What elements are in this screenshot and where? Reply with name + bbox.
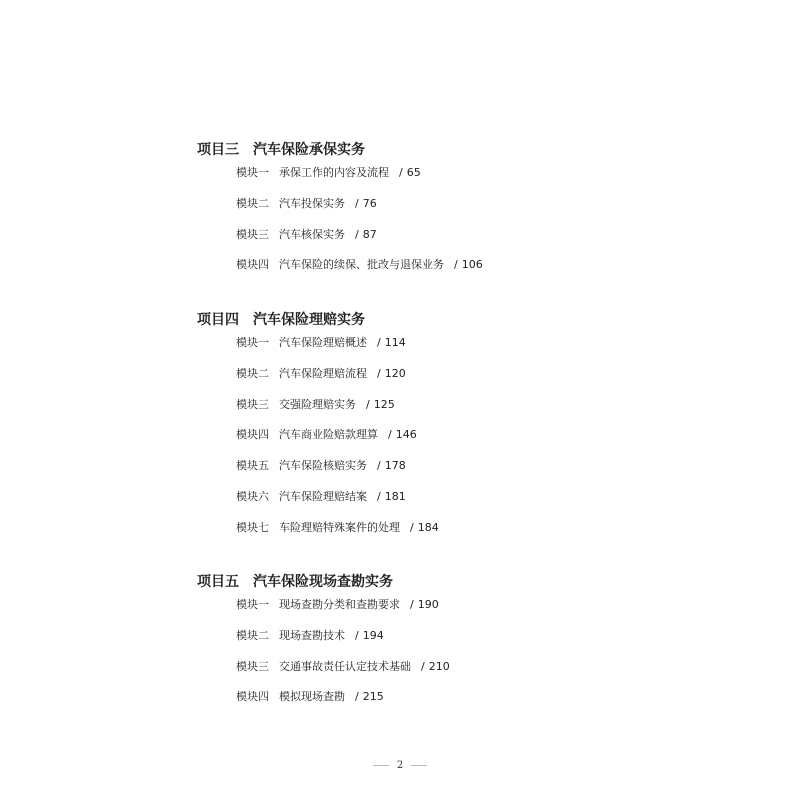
project-title: 汽车保险理赔实务 bbox=[253, 312, 365, 328]
page-ref: 76 bbox=[362, 196, 377, 210]
module-title: 车险理赔特殊案件的处理 bbox=[279, 520, 400, 534]
separator: / bbox=[377, 489, 381, 503]
page-ref: 210 bbox=[428, 659, 450, 673]
toc-section-project-4 bbox=[197, 309, 757, 552]
module-number: 模块四 bbox=[236, 258, 269, 272]
toc-entry bbox=[236, 166, 796, 197]
module-title: 现场查勘分类和查勘要求 bbox=[279, 598, 400, 611]
module-title: 承保工作的内容及流程 bbox=[279, 166, 389, 179]
module-title: 汽车保险理赔流程 bbox=[279, 366, 367, 380]
toc-entry bbox=[236, 367, 796, 398]
module-title: 交强险理赔实务 bbox=[279, 397, 356, 411]
footer-rule-right bbox=[411, 765, 427, 766]
page-ref: 125 bbox=[373, 397, 395, 411]
page-ref: 106 bbox=[461, 258, 483, 272]
page-ref: 87 bbox=[362, 227, 377, 241]
module-number: 模块七 bbox=[236, 520, 269, 534]
project-number: 项目四 bbox=[197, 312, 239, 328]
module-number: 模块三 bbox=[236, 397, 269, 411]
separator: / bbox=[366, 397, 370, 411]
module-title: 汽车保险理赔结案 bbox=[279, 489, 367, 503]
toc-entry bbox=[236, 490, 796, 521]
page-ref: 146 bbox=[395, 428, 417, 442]
module-number: 模块五 bbox=[236, 459, 269, 473]
module-title: 汽车保险的续保、批改与退保业务 bbox=[279, 258, 444, 272]
toc-entry bbox=[236, 258, 796, 289]
page-number: 2 bbox=[396, 760, 404, 771]
toc-entry bbox=[236, 336, 796, 367]
section-title bbox=[197, 139, 757, 161]
module-number: 模块一 bbox=[236, 166, 269, 179]
toc-entry bbox=[236, 690, 796, 721]
toc-entry bbox=[236, 629, 796, 660]
module-title: 现场查勘技术 bbox=[279, 628, 345, 642]
page-ref: 190 bbox=[417, 598, 439, 611]
module-title: 汽车核保实务 bbox=[279, 227, 345, 241]
separator: / bbox=[421, 659, 425, 673]
module-number: 模块四 bbox=[236, 428, 269, 442]
module-title: 模拟现场查勘 bbox=[279, 690, 345, 704]
footer-rule-left bbox=[373, 765, 389, 766]
toc-entry bbox=[236, 459, 796, 490]
toc-entry bbox=[236, 521, 796, 552]
separator: / bbox=[410, 598, 414, 611]
module-title: 汽车保险理赔概述 bbox=[279, 336, 367, 349]
page-ref: 120 bbox=[384, 366, 406, 380]
module-number: 模块三 bbox=[236, 659, 269, 673]
separator: / bbox=[377, 459, 381, 473]
toc-entry bbox=[236, 228, 796, 259]
separator: / bbox=[355, 196, 359, 210]
toc-entry bbox=[236, 398, 796, 429]
page-ref: 194 bbox=[362, 628, 384, 642]
separator: / bbox=[355, 690, 359, 704]
module-number: 模块一 bbox=[236, 336, 269, 349]
project-title: 汽车保险现场查勘实务 bbox=[253, 574, 393, 590]
module-number: 模块四 bbox=[236, 690, 269, 704]
module-number: 模块二 bbox=[236, 628, 269, 642]
page-ref: 181 bbox=[384, 489, 406, 503]
toc-entry bbox=[236, 660, 796, 691]
toc-section-project-3 bbox=[197, 139, 757, 289]
separator: / bbox=[454, 258, 458, 272]
module-title: 汽车投保实务 bbox=[279, 196, 345, 210]
section-title bbox=[197, 309, 757, 331]
separator: / bbox=[410, 520, 414, 534]
page-ref: 178 bbox=[384, 459, 406, 473]
module-number: 模块一 bbox=[236, 598, 269, 611]
page-ref: 114 bbox=[384, 336, 406, 349]
toc-entry bbox=[236, 428, 796, 459]
module-number: 模块二 bbox=[236, 196, 269, 210]
toc-section-project-5 bbox=[197, 571, 757, 721]
project-number: 项目五 bbox=[197, 574, 239, 590]
separator: / bbox=[355, 227, 359, 241]
module-number: 模块二 bbox=[236, 366, 269, 380]
project-title: 汽车保险承保实务 bbox=[253, 142, 365, 158]
section-title bbox=[197, 571, 757, 593]
page-footer bbox=[0, 760, 800, 771]
page-ref: 65 bbox=[406, 166, 421, 179]
module-title: 交通事故责任认定技术基础 bbox=[279, 659, 411, 673]
separator: / bbox=[377, 366, 381, 380]
module-number: 模块六 bbox=[236, 489, 269, 503]
toc-entry bbox=[236, 197, 796, 228]
page-ref: 184 bbox=[417, 520, 439, 534]
separator: / bbox=[377, 336, 381, 349]
toc-entry bbox=[236, 598, 796, 629]
separator: / bbox=[399, 166, 403, 179]
project-number: 项目三 bbox=[197, 142, 239, 158]
separator: / bbox=[388, 428, 392, 442]
separator: / bbox=[355, 628, 359, 642]
module-number: 模块三 bbox=[236, 227, 269, 241]
module-title: 汽车保险核赔实务 bbox=[279, 459, 367, 473]
module-title: 汽车商业险赔款理算 bbox=[279, 428, 378, 442]
page-ref: 215 bbox=[362, 690, 384, 704]
